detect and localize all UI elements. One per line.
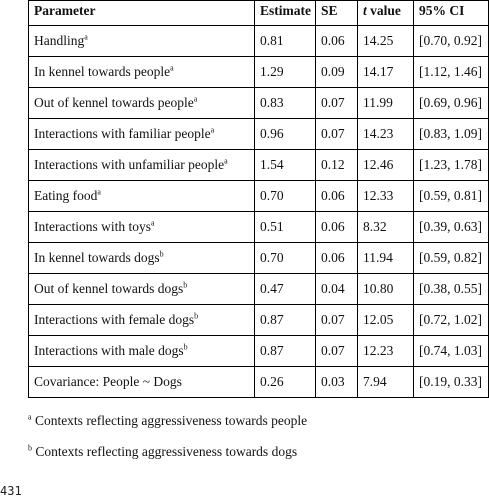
cell-estimate: 0.83 <box>255 88 316 119</box>
table-header <box>29 1 489 26</box>
cell-t-value: 14.23 <box>358 119 414 150</box>
cell-parameter <box>29 88 255 119</box>
parameter-label: Eating food <box>34 188 98 203</box>
parameter-label: Interactions with toys <box>34 219 151 234</box>
cell-ci: [0.70, 0.92] <box>414 26 489 57</box>
footnote-marker: a <box>150 218 155 228</box>
cell-t-value: 14.25 <box>358 26 414 57</box>
footnote-a <box>28 413 307 429</box>
cell-ci: [1.12, 1.46] <box>414 57 489 88</box>
cell-estimate: 0.70 <box>255 243 316 274</box>
cell-estimate: 1.54 <box>255 150 316 181</box>
cell-ci: [0.83, 1.09] <box>414 119 489 150</box>
header-row <box>29 1 489 26</box>
cell-se: 0.06 <box>316 26 358 57</box>
cell-se: 0.07 <box>316 119 358 150</box>
cell-ci: [0.59, 0.81] <box>414 181 489 212</box>
cell-t-value: 12.05 <box>358 305 414 336</box>
table-body <box>29 26 489 398</box>
cell-estimate: 0.70 <box>255 181 316 212</box>
footnote-marker: a <box>224 156 228 166</box>
cell-ci: [0.59, 0.82] <box>414 243 489 274</box>
cell-ci: [0.74, 1.03] <box>414 336 489 367</box>
parameter-label: Handling <box>34 33 85 48</box>
cell-se: 0.07 <box>316 305 358 336</box>
footnote-marker: b <box>183 342 188 352</box>
cell-ci: [0.69, 0.96] <box>414 88 489 119</box>
header-ci: 95% CI <box>414 1 489 26</box>
parameter-table-container <box>28 0 488 398</box>
footnote-marker: a <box>193 94 198 104</box>
footnote-marker: a <box>170 63 174 73</box>
table-row <box>29 26 489 57</box>
parameter-label: Covariance: People ~ Dogs <box>34 374 182 389</box>
cell-se: 0.06 <box>316 181 358 212</box>
cell-t-value: 14.17 <box>358 57 414 88</box>
cell-estimate: 0.87 <box>255 305 316 336</box>
table-row <box>29 336 489 367</box>
cell-estimate: 0.81 <box>255 26 316 57</box>
cell-parameter <box>29 119 255 150</box>
footnote-marker: b <box>194 311 199 321</box>
footnote-marker: a <box>210 125 215 135</box>
cell-parameter <box>29 243 255 274</box>
cell-t-value: 7.94 <box>358 367 414 398</box>
table-row <box>29 150 489 181</box>
footnote-marker: b <box>159 249 164 259</box>
cell-t-value: 12.46 <box>358 150 414 181</box>
footnote-a-text: Contexts reflecting aggressiveness towards people <box>31 413 308 428</box>
cell-estimate: 0.51 <box>255 212 316 243</box>
table-row <box>29 181 489 212</box>
cell-se: 0.12 <box>316 150 358 181</box>
cell-parameter <box>29 150 255 181</box>
header-t-value <box>358 1 414 26</box>
cell-se: 0.07 <box>316 336 358 367</box>
cell-ci: [1.23, 1.78] <box>414 150 489 181</box>
parameter-label: Interactions with male dogs <box>34 343 184 358</box>
cell-estimate: 0.47 <box>255 274 316 305</box>
cell-se: 0.06 <box>316 243 358 274</box>
cell-se: 0.03 <box>316 367 358 398</box>
table-row <box>29 274 489 305</box>
parameter-label: In kennel towards dogs <box>34 250 160 265</box>
parameter-label: Out of kennel towards people <box>34 95 194 110</box>
parameter-label: Out of kennel towards dogs <box>34 281 184 296</box>
cell-t-value: 11.94 <box>358 243 414 274</box>
cell-estimate: 0.87 <box>255 336 316 367</box>
table-row <box>29 212 489 243</box>
parameter-label: Interactions with female dogs <box>34 312 195 327</box>
header-se: SE <box>316 1 358 26</box>
cell-t-value: 12.33 <box>358 181 414 212</box>
parameter-label: In kennel towards people <box>34 64 171 79</box>
footnote-marker: a <box>97 187 101 197</box>
footnote-b-text: Contexts reflecting aggressiveness towards dogs <box>32 444 298 459</box>
table-row <box>29 305 489 336</box>
cell-estimate: 0.96 <box>255 119 316 150</box>
parameter-label: Interactions with unfamiliar people <box>34 157 225 172</box>
cell-ci: [0.39, 0.63] <box>414 212 489 243</box>
cell-t-value: 11.99 <box>358 88 414 119</box>
cell-ci: [0.72, 1.02] <box>414 305 489 336</box>
header-t-symbol: t <box>363 3 367 18</box>
table-row <box>29 367 489 398</box>
cell-parameter <box>29 367 255 398</box>
parameter-label: Interactions with familiar people <box>34 126 211 141</box>
footnote-b <box>28 444 297 460</box>
cell-se: 0.07 <box>316 88 358 119</box>
cell-estimate: 1.29 <box>255 57 316 88</box>
cell-t-value: 12.23 <box>358 336 414 367</box>
table-row <box>29 243 489 274</box>
table-row <box>29 119 489 150</box>
footnote-marker: b <box>183 280 188 290</box>
cell-ci: [0.19, 0.33] <box>414 367 489 398</box>
header-parameter: Parameter <box>29 1 255 26</box>
cell-parameter <box>29 57 255 88</box>
cell-estimate: 0.26 <box>255 367 316 398</box>
page-number: 431 <box>0 484 22 498</box>
footnote-a-marker: a <box>28 412 32 422</box>
cell-parameter <box>29 336 255 367</box>
cell-parameter <box>29 305 255 336</box>
cell-ci: [0.38, 0.55] <box>414 274 489 305</box>
parameter-estimates-table <box>28 0 489 398</box>
cell-parameter <box>29 274 255 305</box>
header-t-word: value <box>366 3 401 18</box>
cell-parameter <box>29 212 255 243</box>
cell-parameter <box>29 26 255 57</box>
table-row <box>29 88 489 119</box>
cell-se: 0.09 <box>316 57 358 88</box>
cell-t-value: 8.32 <box>358 212 414 243</box>
footnote-b-marker: b <box>28 443 32 453</box>
table-row <box>29 57 489 88</box>
cell-t-value: 10.80 <box>358 274 414 305</box>
cell-se: 0.04 <box>316 274 358 305</box>
cell-se: 0.06 <box>316 212 358 243</box>
cell-parameter <box>29 181 255 212</box>
header-estimate: Estimate <box>255 1 316 26</box>
footnote-marker: a <box>84 32 88 42</box>
